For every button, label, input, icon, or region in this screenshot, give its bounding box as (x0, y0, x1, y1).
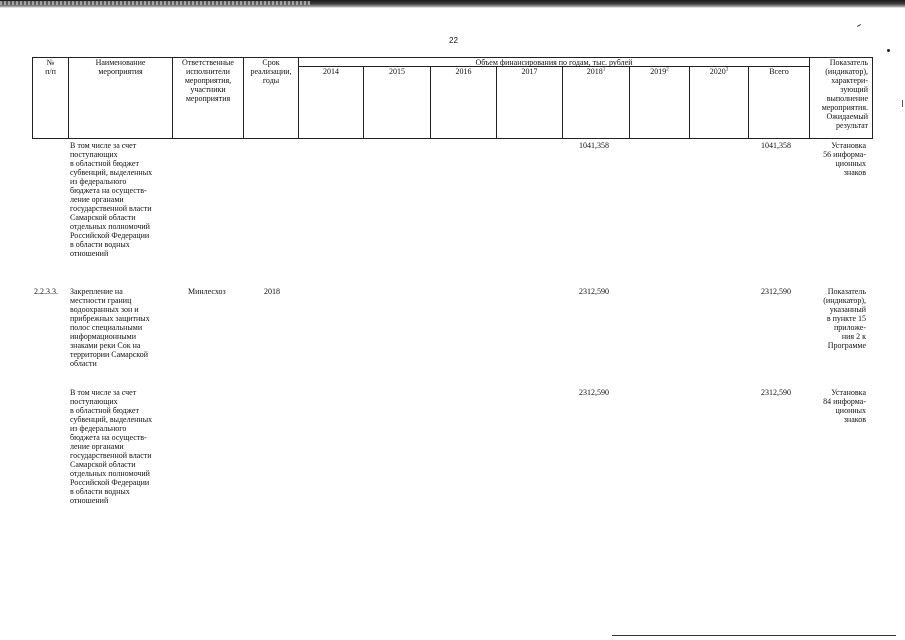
col-border (363, 66, 364, 139)
row-total: 2312,590 (761, 287, 791, 296)
header-num: № п/п (45, 58, 56, 76)
header-year: 2015 (389, 67, 405, 76)
row-indicator: Показатель (индикатор), указанный в пункте 15 приложе- ния 2 к Программе (823, 287, 866, 350)
header-responsible: Ответственные исполнители мероприятия, участники мероприятия (182, 58, 234, 103)
row-term: 2018 (264, 287, 280, 296)
row-value-2018: 2312,590 (579, 287, 609, 296)
row-value-2018: 1041,358 (579, 141, 609, 150)
scan-mark (902, 100, 903, 107)
col-border (748, 66, 749, 139)
row-total: 2312,590 (761, 388, 791, 397)
header-term: Срок реализации, годы (250, 58, 292, 85)
page-number: 22 (449, 36, 458, 45)
scan-mark (857, 24, 861, 27)
row-name: Закрепление на местности границ водоохранных зон и прибрежных защитных полос специальными информационными знаками реки Сок на территории Самарской области (70, 287, 150, 368)
header-financing: Объем финансирования по годам, тыс. рублей (475, 58, 633, 67)
row-value-2018: 2312,590 (579, 388, 609, 397)
row-responsible: Минлесхоз (188, 287, 226, 296)
header-year: 2016 (455, 67, 472, 76)
row-indicator: Установка 84 информа- ционных знаков (823, 388, 866, 424)
header-indicator: Показатель (индикатор), характери- зующий выполнение мероприятия. Ожидаемый результат (821, 58, 868, 130)
scan-edge-noise (0, 1, 310, 5)
bottom-rule (612, 635, 896, 636)
row-name: В том числе за счет поступающих в областной бюджет субвенций, выделенных из федерального бюджета на осуществ- ление органами государственной власти Самарской области отдельных полномочий Российской Федерации в области водных отношений (70, 141, 153, 258)
header-year: 2017 (521, 67, 538, 76)
col-border (872, 57, 873, 139)
row-name: В том числе за счет поступающих в областной бюджет субвенций, выделенных из федерального бюджета на осуществ- ление органами государственной власти Самарской области отдельных полномочий Российской Федерации в области водных отношений (70, 388, 153, 505)
header-year: 2018$^1$ (586, 67, 606, 76)
header-total: Всего (769, 67, 789, 76)
col-border (629, 66, 630, 139)
header-year: 2014 (323, 67, 339, 76)
col-border (430, 66, 431, 139)
row-num: 2.2.3.3. (34, 287, 58, 296)
row-total: 1041,358 (761, 141, 791, 150)
scan-mark (887, 49, 890, 52)
header-year: 2019$^2$ (650, 67, 669, 76)
row-indicator: Установка 56 информа- ционных знаков (823, 141, 866, 177)
header-bottom-border (32, 138, 872, 139)
col-border (496, 66, 497, 139)
header-year: 2020$^3$ (709, 67, 729, 76)
col-border (689, 66, 690, 139)
header-name: Наименование мероприятия (95, 58, 146, 76)
col-border (562, 66, 563, 139)
